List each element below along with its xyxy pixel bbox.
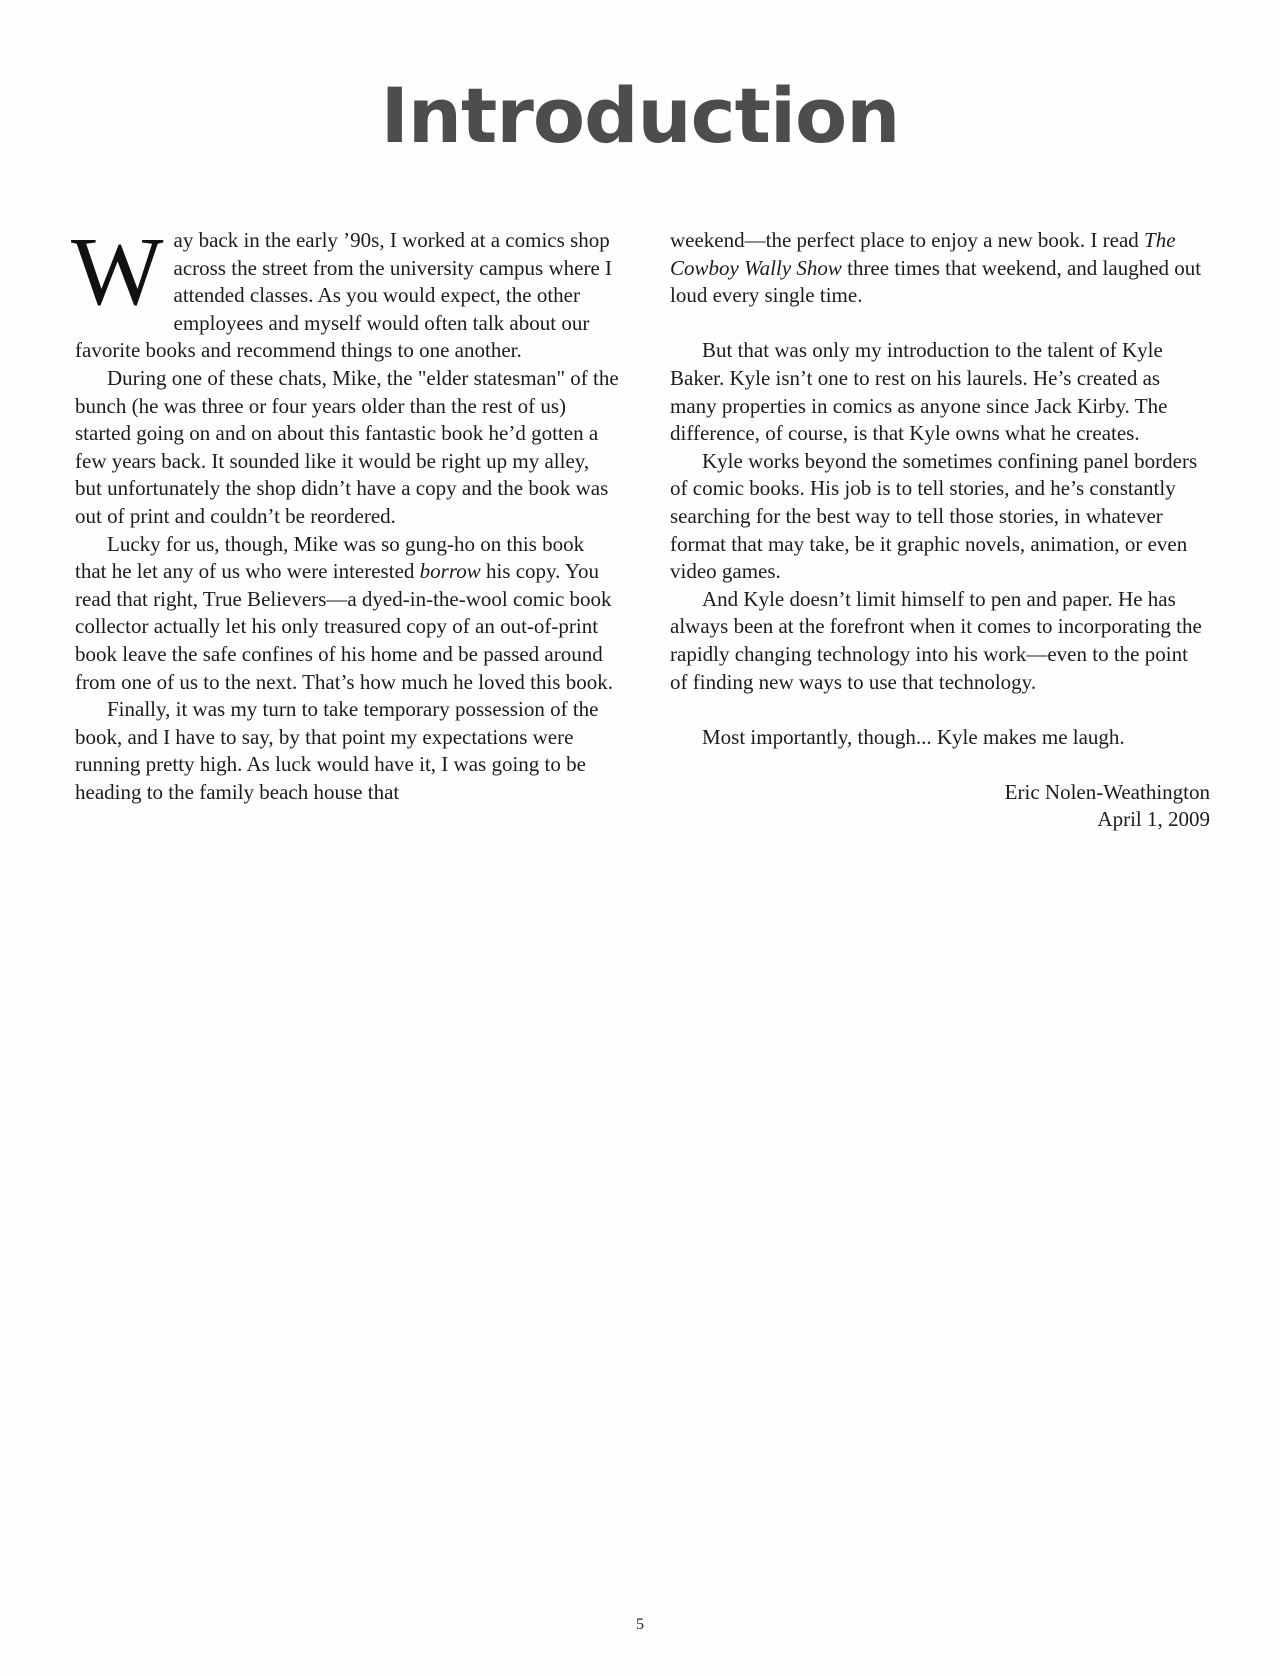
paragraph-5-text-a: weekend—the perfect place to enjoy a new book. I read <box>670 228 1145 252</box>
page-title: Introduction <box>380 71 900 160</box>
signature-block <box>670 779 1210 834</box>
paragraph-8: And Kyle doesn’t limit himself to pen and paper. He has always been at the forefront when it comes to incorporating the rapidly changing technology into his work—even to the point of finding new ways to use that technology. <box>670 586 1202 694</box>
signature-name: Eric Nolen-Weathington <box>1004 779 1210 804</box>
paragraph-4: Finally, it was my turn to take temporary possession of the book, and I have to say, by that point my expectations were running pretty high. As luck would have it, I was going to be heading to the family beach house that <box>75 697 599 804</box>
paragraph-1 <box>71 218 620 365</box>
paragraph-5 <box>670 227 1210 310</box>
paragraph-6: But that was only my introduction to the talent of Kyle Baker. Kyle isn’t one to rest on his laurels. He’s created as many properties in comics as anyone since Jack Kirby. The difference, of course, is that Kyle owns what he creates. <box>670 338 1168 446</box>
right-column <box>670 227 1210 834</box>
book-title: The Cowboy Wally Show <box>670 228 1176 280</box>
paragraph-7: Kyle works beyond the sometimes confining panel borders of comic books. His job is to tell stories, and he’s constantly searching for the best way to tell those stories, in whatever format that may take, be it graphic novels, animation, or even video games. <box>670 448 1198 584</box>
paragraph-3-text-a: Lucky for us, though, Mike was so gung-ho on this book that he let any of us who were interested <box>75 531 585 584</box>
drop-cap: W <box>71 218 164 326</box>
paragraph-5-text-b: three times that weekend, and laughed out loud every single time. <box>670 255 1202 308</box>
paragraph-9: Most importantly, though... Kyle makes me laugh. <box>702 724 1125 749</box>
signature-date: April 1, 2009 <box>1097 807 1210 832</box>
left-column <box>71 218 620 806</box>
paragraph-3-emphasis: borrow <box>419 559 481 584</box>
paragraph-1-text: ay back in the early ’90s, I worked at a comics shop across the street from the university campus where I attended classes. As you would expect, the other employees and myself would often talk about our favorite books and recommend things to one another. <box>75 228 613 363</box>
paragraph-2: During one of these chats, Mike, the "elder statesman" of the bunch (he was three or four years older than the rest of us) started going on and on about this fantastic book he’d gotten a few years back. It sounded like it would be right up my alley, but unfortunately the shop didn’t have a copy and the book was out of print and couldn’t be reordered. <box>75 365 619 528</box>
paragraph-3 <box>75 531 620 697</box>
paragraph-3-text-b: his copy. You read that right, True Believers—a dyed-in-the-wool comic book collector actually let his only treasured copy of an out-of-print book leave the safe confines of his home and be passed around from one of us to the next. That’s how much he loved this book. <box>75 559 613 694</box>
page-number: 5 <box>636 1616 644 1633</box>
